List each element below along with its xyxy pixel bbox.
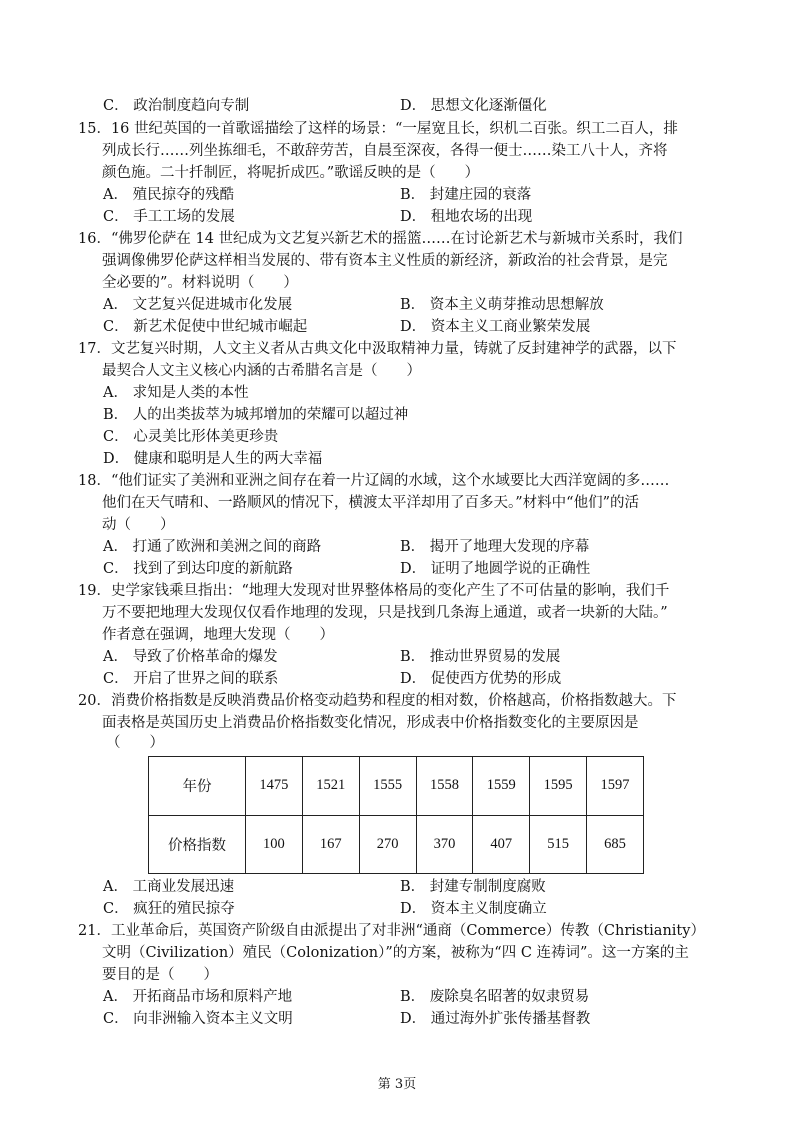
q18-stem-line3: 动（ ） <box>102 517 175 533</box>
q19-stem-line3: 作者意在强调，地理大发现（ ） <box>102 627 334 643</box>
q20-stem-line1: 20．消费价格指数是反映消费品价格变动趋势和程度的相对数，价格越高，价格指数越大。下 <box>78 693 677 709</box>
page-number: 第 3页 <box>377 1077 417 1092</box>
q18-stem-line2: 他们在天气晴和、一路顺风的情况下，横渡太平洋却用了百多天。”材料中“他们”的活 <box>102 495 639 511</box>
q15-option-b: B． 封建庄园的衰落 <box>400 187 532 203</box>
table-cell-index: 100 <box>246 815 303 874</box>
q14-option-d: D． 思想文化逐渐僵化 <box>400 98 547 114</box>
q15-option-c: C． 手工工场的发展 <box>103 209 235 225</box>
q15-option-d: D． 租地农场的出现 <box>400 209 533 225</box>
q20-option-b: B． 封建专制制度腐败 <box>400 879 546 895</box>
q18-option-a: A． 打通了欧洲和美洲之间的商路 <box>103 539 322 555</box>
table-cell-index: 270 <box>359 815 416 874</box>
table-cell-year: 1555 <box>359 757 416 816</box>
q21-stem-line1: 21．工业革命后，英国资产阶级自由派提出了对非洲“通商（Commerce）传教（Christianity） <box>78 923 705 939</box>
table-row-years <box>149 757 644 816</box>
table-cell-year: 1475 <box>246 757 303 816</box>
q21-option-c: C． 向非洲输入资本主义文明 <box>103 1011 293 1027</box>
q19-option-a: A． 导致了价格革命的爆发 <box>103 649 278 665</box>
table-cell-year: 1597 <box>587 757 644 816</box>
q16-option-c: C． 新艺术促使中世纪城市崛起 <box>103 319 308 335</box>
table-cell-year: 1595 <box>530 757 587 816</box>
q18-option-d: D． 证明了地圆学说的正确性 <box>400 561 591 577</box>
table-cell-index: 407 <box>473 815 530 874</box>
q19-option-b: B． 推动世界贸易的发展 <box>400 649 561 665</box>
q15-option-a: A． 殖民掠夺的残酷 <box>103 187 235 203</box>
q21-option-b: B． 废除臭名昭著的奴隶贸易 <box>400 989 590 1005</box>
q17-option-b: B． 人的出类拔萃为城邦增加的荣耀可以超过神 <box>103 407 409 423</box>
table-cell-index: 167 <box>302 815 359 874</box>
price-index-table <box>148 756 644 874</box>
q20-option-a: A． 工商业发展迅速 <box>103 879 235 895</box>
q15-stem-line1: 15．16 世纪英国的一首歌谣描绘了这样的场景：“一屋宽且长，织机二百张。织工二百人，排 <box>78 121 678 137</box>
q16-stem-line1: 16．“佛罗伦萨在 14 世纪成为文艺复兴新艺术的摇篮……在讨论新艺术与新城市关系时，我们 <box>78 231 683 247</box>
q15-stem-line3: 颜色施。二十扦制匠，将呢折成匹。”歌谣反映的是（ ） <box>102 165 480 181</box>
table-cell-index: 685 <box>587 815 644 874</box>
q17-option-d: D． 健康和聪明是人生的两大幸福 <box>103 451 323 467</box>
table-cell-year: 1559 <box>473 757 530 816</box>
q19-option-c: C． 开启了世界之间的联系 <box>103 671 279 687</box>
q15-stem-line2: 列成长行……列坐拣细毛，不敢辞劳苦，自晨至深夜，各得一便士……染工八十人，齐将 <box>102 143 668 159</box>
q17-option-a: A． 求知是人类的本性 <box>103 385 249 401</box>
q17-option-c: C． 心灵美比形体美更珍贵 <box>103 429 279 445</box>
q20-stem-line2: 面表格是英国历史上消费品价格指数变化情况，形成表中价格指数变化的主要原因是 <box>102 715 639 731</box>
table-cell-index: 370 <box>416 815 473 874</box>
q21-option-a: A． 开拓商品市场和原料产地 <box>103 989 293 1005</box>
q17-stem-line1: 17．文艺复兴时期，人文主义者从古典文化中汲取精神力量，铸就了反封建神学的武器，以下 <box>78 341 677 357</box>
q20-option-c: C． 疯狂的殖民掠夺 <box>103 901 235 917</box>
q16-option-b: B． 资本主义萌芽推动思想解放 <box>400 297 604 313</box>
table-cell-year: 1558 <box>416 757 473 816</box>
q16-option-a: A． 文艺复兴促进城市化发展 <box>103 297 293 313</box>
q18-stem-line1: 18．“他们证实了美洲和亚洲之间存在着一片辽阔的水域，这个水域要比大西洋宽阔的多…… <box>78 473 670 489</box>
q21-stem-line2: 文明（Civilization）殖民（Colonization）”的方案，被称为“四 C 连祷词”。这一方案的主 <box>102 945 689 961</box>
q14-option-c: C． 政治制度趋向专制 <box>103 98 250 114</box>
table-cell-index: 515 <box>530 815 587 874</box>
q19-stem-line1: 19．史学家钱乘旦指出：“地理大发现对世界整体格局的变化产生了不可估量的影响，我们千 <box>78 583 670 599</box>
table-row-indices <box>149 815 644 874</box>
q16-option-d: D． 资本主义工商业繁荣发展 <box>400 319 591 335</box>
table-cell-year: 1521 <box>302 757 359 816</box>
q17-stem-line2: 最契合人文主义核心内涵的古希腊名言是（ ） <box>102 363 421 379</box>
q16-stem-line3: 全必要的”。材料说明（ ） <box>102 275 298 291</box>
q18-option-c: C． 找到了到达印度的新航路 <box>103 561 293 577</box>
q21-option-d: D． 通过海外扩张传播基督教 <box>400 1011 591 1027</box>
q19-stem-line2: 万不要把地理大发现仅仅看作地理的发现，只是找到几条海上通道，或者一块新的大陆。” <box>102 605 668 621</box>
q19-option-d: D． 促使西方优势的形成 <box>400 671 562 687</box>
q21-stem-line3: 要目的是（ ） <box>102 967 218 983</box>
table-header-year: 年份 <box>149 757 246 816</box>
q20-stem-line3: （ ） <box>106 735 164 751</box>
q20-option-d: D． 资本主义制度确立 <box>400 901 547 917</box>
table-header-index: 价格指数 <box>149 815 246 874</box>
q16-stem-line2: 强调像佛罗伦萨这样相当发展的、带有资本主义性质的新经济，新政治的社会背景，是完 <box>102 253 668 269</box>
q18-option-b: B． 揭开了地理大发现的序幕 <box>400 539 590 555</box>
